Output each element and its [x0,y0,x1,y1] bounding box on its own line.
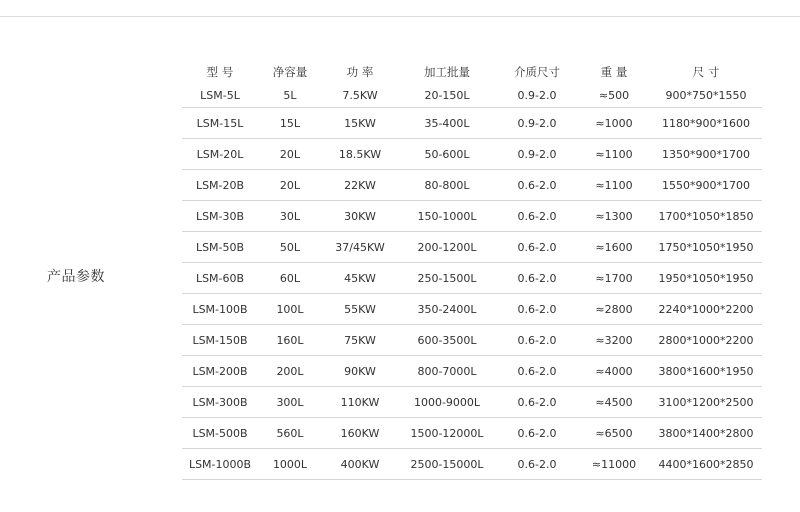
table-cell: 0.6-2.0 [496,294,578,325]
col-header-dimensions: 尺 寸 [692,65,720,79]
table-cell: 15KW [322,108,398,139]
table-row [182,263,762,294]
table-cell: 350-2400L [398,294,496,325]
table-cell: 0.6-2.0 [496,170,578,201]
table-row [182,294,762,325]
table-cell: 1000L [258,449,322,480]
table-cell: LSM-60B [182,263,258,294]
table-cell: 18.5KW [322,139,398,170]
table-cell: 150-1000L [398,201,496,232]
table-cell: ≈2800 [578,294,650,325]
table-cell: 3800*1600*1950 [650,356,762,387]
table-cell: 300L [258,387,322,418]
table-cell: ≈1100 [578,170,650,201]
table-row [182,201,762,232]
table-cell: 0.6-2.0 [496,418,578,449]
table-cell: 1350*900*1700 [650,139,762,170]
table-cell: 35-400L [398,108,496,139]
table-cell: LSM-150B [182,325,258,356]
table-cell: LSM-20B [182,170,258,201]
table-cell: 15L [258,108,322,139]
table-cell: 0.6-2.0 [496,232,578,263]
table-cell: 600-3500L [398,325,496,356]
table-cell: 0.6-2.0 [496,263,578,294]
table-cell: 37/45KW [322,232,398,263]
table-cell: 30KW [322,201,398,232]
table-cell: 160KW [322,418,398,449]
table-cell: ≈11000 [578,449,650,480]
table-cell: 30L [258,201,322,232]
table-cell: 160L [258,325,322,356]
table-cell: 1000-9000L [398,387,496,418]
table-cell: LSM-5L [200,89,240,102]
table-row [182,449,762,480]
table-cell: LSM-1000B [182,449,258,480]
section-title: 产品参数 [47,269,105,285]
table-cell: 2500-15000L [398,449,496,480]
table-cell: 900*750*1550 [665,89,747,102]
table-row [182,88,762,108]
table-cell: LSM-20L [182,139,258,170]
table-cell: 0.6-2.0 [496,356,578,387]
table-cell: 0.9-2.0 [496,108,578,139]
product-spec-table [182,56,762,480]
table-cell: 0.6-2.0 [496,449,578,480]
table-cell: 1950*1050*1950 [650,263,762,294]
table-cell: 50L [258,232,322,263]
table-cell: 800-7000L [398,356,496,387]
table-cell: 2800*1000*2200 [650,325,762,356]
table-row [182,170,762,201]
table-cell: LSM-300B [182,387,258,418]
table-cell: 200L [258,356,322,387]
table-cell: ≈1100 [578,139,650,170]
table-cell: 200-1200L [398,232,496,263]
table-cell: 1500-12000L [398,418,496,449]
table-cell: 2240*1000*2200 [650,294,762,325]
col-header-weight: 重 量 [600,65,628,79]
table-cell: ≈1300 [578,201,650,232]
table-cell: ≈1600 [578,232,650,263]
table-cell: ≈1700 [578,263,650,294]
table-cell: 100L [258,294,322,325]
table-cell: 80-800L [398,170,496,201]
table-cell: 0.6-2.0 [496,201,578,232]
col-header-capacity: 净容量 [272,65,308,79]
table-cell: LSM-500B [182,418,258,449]
table-cell: LSM-15L [182,108,258,139]
table-cell: ≈500 [598,89,630,102]
table-cell: 0.6-2.0 [496,387,578,418]
table-cell: 250-1500L [398,263,496,294]
table-cell: 20L [258,139,322,170]
table-header-row [182,56,762,88]
table-row [182,108,762,139]
table-body [182,88,762,480]
table-cell: 1180*900*1600 [650,108,762,139]
table-cell: 400KW [322,449,398,480]
table-cell: 3100*1200*2500 [650,387,762,418]
table-cell: 560L [258,418,322,449]
table-cell: 1750*1050*1950 [650,232,762,263]
table-row [182,232,762,263]
col-header-model: 型 号 [206,65,234,79]
table-cell: 4400*1600*2850 [650,449,762,480]
table-cell: 7.5KW [342,89,378,102]
table-cell: 0.6-2.0 [496,325,578,356]
top-divider [0,16,800,17]
col-header-power: 功 率 [346,65,374,79]
table-row [182,139,762,170]
table-cell: 3800*1400*2800 [650,418,762,449]
col-header-batch: 加工批量 [424,65,470,79]
table-cell: 45KW [322,263,398,294]
table-cell: 1700*1050*1850 [650,201,762,232]
col-header-media-size: 介质尺寸 [514,65,560,79]
table-row [182,387,762,418]
table-cell: 22KW [322,170,398,201]
table-cell: 110KW [322,387,398,418]
table-cell: 0.9-2.0 [517,89,557,102]
table-cell: 20L [258,170,322,201]
table-cell: 50-600L [398,139,496,170]
table-row [182,418,762,449]
table-cell: 5L [283,89,297,102]
table-cell: LSM-200B [182,356,258,387]
table-cell: 90KW [322,356,398,387]
table-cell: 1550*900*1700 [650,170,762,201]
table-cell: 75KW [322,325,398,356]
table-cell: 20-150L [424,89,470,102]
table-cell: ≈3200 [578,325,650,356]
table-cell: ≈4500 [578,387,650,418]
table-row [182,356,762,387]
table-cell: 55KW [322,294,398,325]
table-cell: ≈6500 [578,418,650,449]
table-cell: ≈1000 [578,108,650,139]
table-cell: LSM-100B [182,294,258,325]
table-cell: LSM-50B [182,232,258,263]
table-cell: 60L [258,263,322,294]
table-cell: ≈4000 [578,356,650,387]
table-cell: 0.9-2.0 [496,139,578,170]
table-cell: LSM-30B [182,201,258,232]
table-row [182,325,762,356]
